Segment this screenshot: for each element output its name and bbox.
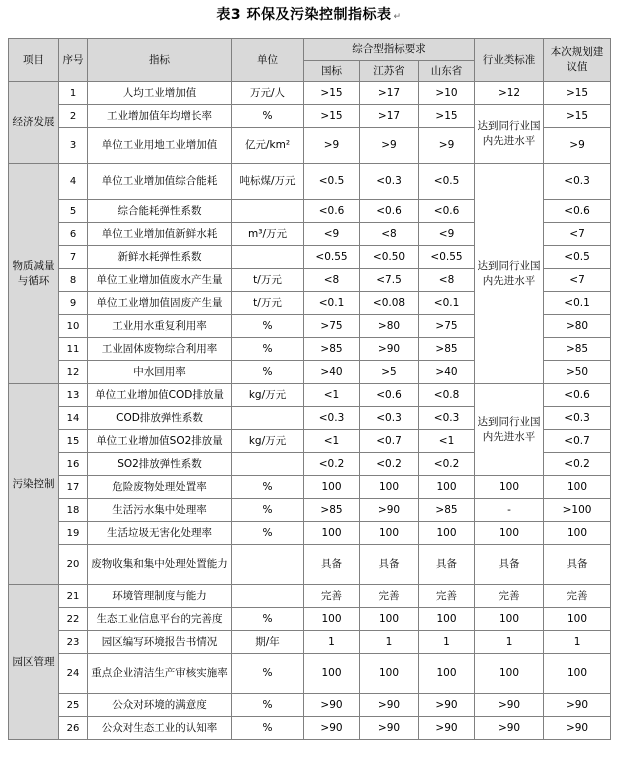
cell-shandong: >15 bbox=[419, 105, 475, 128]
cell-jiangsu: <0.08 bbox=[360, 292, 419, 315]
header-industry: 行业类标准 bbox=[475, 39, 544, 82]
cell-jiangsu: 100 bbox=[360, 608, 419, 631]
cell-shandong: <9 bbox=[419, 223, 475, 246]
cell-jiangsu: <8 bbox=[360, 223, 419, 246]
cell-jiangsu: 1 bbox=[360, 631, 419, 654]
cell-indicator: 工业增加值年均增长率 bbox=[88, 105, 232, 128]
cell-no: 23 bbox=[59, 631, 88, 654]
cell-shandong: 100 bbox=[419, 654, 475, 694]
cell-shandong: >40 bbox=[419, 361, 475, 384]
cell-industry: 完善 bbox=[475, 585, 544, 608]
cell-no: 7 bbox=[59, 246, 88, 269]
return-mark-icon: ↵ bbox=[393, 12, 402, 22]
cell-national: <0.1 bbox=[304, 292, 360, 315]
cell-no: 10 bbox=[59, 315, 88, 338]
cell-indicator: 单位工业增加值废水产生量 bbox=[88, 269, 232, 292]
cell-national: >15 bbox=[304, 105, 360, 128]
cell-plan: >50 bbox=[544, 361, 611, 384]
cell-industry: >12 bbox=[475, 82, 544, 105]
cell-no: 9 bbox=[59, 292, 88, 315]
cell-unit bbox=[232, 545, 304, 585]
cell-national: <9 bbox=[304, 223, 360, 246]
cell-unit bbox=[232, 407, 304, 430]
cell-unit: kg/万元 bbox=[232, 384, 304, 407]
cell-jiangsu: <0.6 bbox=[360, 200, 419, 223]
cell-industry: 1 bbox=[475, 631, 544, 654]
cell-shandong: 具备 bbox=[419, 545, 475, 585]
cell-no: 8 bbox=[59, 269, 88, 292]
cell-jiangsu: >90 bbox=[360, 338, 419, 361]
table-row bbox=[9, 717, 611, 740]
cell-no: 19 bbox=[59, 522, 88, 545]
cell-plan: >9 bbox=[544, 128, 611, 164]
cell-plan: <7 bbox=[544, 269, 611, 292]
cell-no: 20 bbox=[59, 545, 88, 585]
cell-jiangsu: <0.3 bbox=[360, 407, 419, 430]
table-title-text: 表3 环保及污染控制指标表 bbox=[216, 7, 392, 23]
table-row bbox=[9, 585, 611, 608]
cell-indicator: 公众对环境的满意度 bbox=[88, 694, 232, 717]
cell-no: 14 bbox=[59, 407, 88, 430]
cell-jiangsu: 具备 bbox=[360, 545, 419, 585]
cell-no: 11 bbox=[59, 338, 88, 361]
header-indicator: 指标 bbox=[88, 39, 232, 82]
cell-plan: <0.3 bbox=[544, 164, 611, 200]
cell-national: <1 bbox=[304, 430, 360, 453]
cell-plan: >90 bbox=[544, 694, 611, 717]
cell-plan: <0.5 bbox=[544, 246, 611, 269]
cell-national: <0.3 bbox=[304, 407, 360, 430]
cell-jiangsu: >17 bbox=[360, 105, 419, 128]
cell-shandong: >9 bbox=[419, 128, 475, 164]
cell-shandong: >90 bbox=[419, 717, 475, 740]
cell-no: 18 bbox=[59, 499, 88, 522]
cell-plan: <0.3 bbox=[544, 407, 611, 430]
cell-shandong: >90 bbox=[419, 694, 475, 717]
cell-jiangsu: 完善 bbox=[360, 585, 419, 608]
cell-jiangsu: <0.2 bbox=[360, 453, 419, 476]
header-item: 项目 bbox=[9, 39, 59, 82]
cell-shandong: <0.6 bbox=[419, 200, 475, 223]
cell-national: <0.2 bbox=[304, 453, 360, 476]
table-row bbox=[9, 476, 611, 499]
cell-unit: % bbox=[232, 361, 304, 384]
cell-jiangsu: >17 bbox=[360, 82, 419, 105]
cell-national: <8 bbox=[304, 269, 360, 292]
cell-unit: % bbox=[232, 499, 304, 522]
cell-jiangsu: 100 bbox=[360, 476, 419, 499]
cell-indicator: 环境管理制度与能力 bbox=[88, 585, 232, 608]
cell-unit: % bbox=[232, 608, 304, 631]
cell-indicator: 公众对生态工业的认知率 bbox=[88, 717, 232, 740]
cell-plan: >15 bbox=[544, 105, 611, 128]
header-national: 国标 bbox=[304, 61, 360, 82]
cell-unit bbox=[232, 585, 304, 608]
table-row bbox=[9, 105, 611, 128]
cell-national: >9 bbox=[304, 128, 360, 164]
cell-indicator: 单位工业用地工业增加值 bbox=[88, 128, 232, 164]
cell-plan: >15 bbox=[544, 82, 611, 105]
cell-unit: kg/万元 bbox=[232, 430, 304, 453]
cell-indicator: 单位工业增加值COD排放量 bbox=[88, 384, 232, 407]
cell-plan: <7 bbox=[544, 223, 611, 246]
cell-national: >75 bbox=[304, 315, 360, 338]
cell-industry: 100 bbox=[475, 654, 544, 694]
cell-industry: 100 bbox=[475, 476, 544, 499]
cell-industry: - bbox=[475, 499, 544, 522]
cell-plan: <0.1 bbox=[544, 292, 611, 315]
cell-plan: <0.2 bbox=[544, 453, 611, 476]
cell-jiangsu: <0.7 bbox=[360, 430, 419, 453]
cell-shandong: <1 bbox=[419, 430, 475, 453]
cell-unit: t/万元 bbox=[232, 292, 304, 315]
cell-unit bbox=[232, 246, 304, 269]
cell-plan: 1 bbox=[544, 631, 611, 654]
cell-industry: >90 bbox=[475, 694, 544, 717]
cell-shandong: <0.55 bbox=[419, 246, 475, 269]
cell-no: 4 bbox=[59, 164, 88, 200]
cell-shandong: 完善 bbox=[419, 585, 475, 608]
cell-plan: >85 bbox=[544, 338, 611, 361]
cell-no: 13 bbox=[59, 384, 88, 407]
cell-jiangsu: >80 bbox=[360, 315, 419, 338]
cell-national: 100 bbox=[304, 608, 360, 631]
cell-shandong: <0.1 bbox=[419, 292, 475, 315]
cell-industry: 100 bbox=[475, 608, 544, 631]
cell-no: 15 bbox=[59, 430, 88, 453]
cell-indicator: 生活污水集中处理率 bbox=[88, 499, 232, 522]
cell-no: 16 bbox=[59, 453, 88, 476]
cell-shandong: 100 bbox=[419, 608, 475, 631]
table-title bbox=[0, 4, 618, 24]
cell-no: 17 bbox=[59, 476, 88, 499]
cell-unit: % bbox=[232, 654, 304, 694]
cell-industry: 100 bbox=[475, 522, 544, 545]
cell-shandong: >75 bbox=[419, 315, 475, 338]
cell-national: 具备 bbox=[304, 545, 360, 585]
cell-shandong: <0.5 bbox=[419, 164, 475, 200]
cell-national: 100 bbox=[304, 476, 360, 499]
table-row bbox=[9, 694, 611, 717]
cell-jiangsu: >90 bbox=[360, 499, 419, 522]
cell-shandong: <8 bbox=[419, 269, 475, 292]
cell-unit: 期/年 bbox=[232, 631, 304, 654]
cell-national: <0.6 bbox=[304, 200, 360, 223]
cell-plan: 100 bbox=[544, 608, 611, 631]
cell-no: 22 bbox=[59, 608, 88, 631]
cell-shandong: 1 bbox=[419, 631, 475, 654]
cell-national: >15 bbox=[304, 82, 360, 105]
table-row bbox=[9, 384, 611, 407]
cell-indicator: 人均工业增加值 bbox=[88, 82, 232, 105]
cell-shandong: <0.2 bbox=[419, 453, 475, 476]
cell-jiangsu: <7.5 bbox=[360, 269, 419, 292]
cell-indicator: 重点企业清洁生产审核实施率 bbox=[88, 654, 232, 694]
cell-unit: t/万元 bbox=[232, 269, 304, 292]
cell-shandong: >85 bbox=[419, 499, 475, 522]
cell-national: 完善 bbox=[304, 585, 360, 608]
cell-industry-merged: 达到同行业国内先进水平 bbox=[475, 384, 544, 476]
header-shandong: 山东省 bbox=[419, 61, 475, 82]
cell-national: <1 bbox=[304, 384, 360, 407]
cell-indicator: 废物收集和集中处理处置能力 bbox=[88, 545, 232, 585]
cell-no: 2 bbox=[59, 105, 88, 128]
cell-industry-merged: 达到同行业国内先进水平 bbox=[475, 164, 544, 384]
cell-shandong: >85 bbox=[419, 338, 475, 361]
cell-national: >90 bbox=[304, 717, 360, 740]
cell-national: >90 bbox=[304, 694, 360, 717]
cell-national: 1 bbox=[304, 631, 360, 654]
indicator-table bbox=[8, 38, 611, 740]
table-row bbox=[9, 82, 611, 105]
cell-shandong: 100 bbox=[419, 522, 475, 545]
cell-unit: % bbox=[232, 315, 304, 338]
cell-indicator: 危险废物处理处置率 bbox=[88, 476, 232, 499]
cell-shandong: 100 bbox=[419, 476, 475, 499]
table-row bbox=[9, 164, 611, 200]
table-row bbox=[9, 522, 611, 545]
cell-unit: % bbox=[232, 476, 304, 499]
cell-unit: 亿元/km² bbox=[232, 128, 304, 164]
cell-indicator: 单位工业增加值SO2排放量 bbox=[88, 430, 232, 453]
cell-jiangsu: >9 bbox=[360, 128, 419, 164]
cell-plan: >90 bbox=[544, 717, 611, 740]
cell-unit bbox=[232, 200, 304, 223]
cell-plan: 100 bbox=[544, 476, 611, 499]
cell-jiangsu: <0.6 bbox=[360, 384, 419, 407]
table-row bbox=[9, 499, 611, 522]
cell-plan: 100 bbox=[544, 654, 611, 694]
cell-unit: m³/万元 bbox=[232, 223, 304, 246]
table-row bbox=[9, 631, 611, 654]
cell-indicator: COD排放弹性系数 bbox=[88, 407, 232, 430]
cell-no: 25 bbox=[59, 694, 88, 717]
category-park: 园区管理 bbox=[9, 585, 59, 740]
cell-unit: % bbox=[232, 717, 304, 740]
header-jiangsu: 江苏省 bbox=[360, 61, 419, 82]
cell-plan: <0.7 bbox=[544, 430, 611, 453]
cell-no: 26 bbox=[59, 717, 88, 740]
cell-national: 100 bbox=[304, 522, 360, 545]
cell-indicator: 单位工业增加值综合能耗 bbox=[88, 164, 232, 200]
cell-indicator: SO2排放弹性系数 bbox=[88, 453, 232, 476]
table-row bbox=[9, 608, 611, 631]
cell-shandong: <0.8 bbox=[419, 384, 475, 407]
cell-national: <0.55 bbox=[304, 246, 360, 269]
cell-no: 6 bbox=[59, 223, 88, 246]
cell-no: 3 bbox=[59, 128, 88, 164]
cell-plan: <0.6 bbox=[544, 384, 611, 407]
cell-no: 24 bbox=[59, 654, 88, 694]
cell-no: 1 bbox=[59, 82, 88, 105]
cell-no: 12 bbox=[59, 361, 88, 384]
header-seq: 序号 bbox=[59, 39, 88, 82]
category-material: 物质减量与循环 bbox=[9, 164, 59, 384]
cell-jiangsu: >90 bbox=[360, 694, 419, 717]
cell-national: 100 bbox=[304, 654, 360, 694]
cell-national: <0.5 bbox=[304, 164, 360, 200]
cell-unit: % bbox=[232, 105, 304, 128]
cell-plan: <0.6 bbox=[544, 200, 611, 223]
cell-jiangsu: >5 bbox=[360, 361, 419, 384]
cell-plan: 具备 bbox=[544, 545, 611, 585]
cell-jiangsu: >90 bbox=[360, 717, 419, 740]
cell-indicator: 新鲜水耗弹性系数 bbox=[88, 246, 232, 269]
cell-unit: % bbox=[232, 338, 304, 361]
cell-industry-merged: 达到同行业国内先进水平 bbox=[475, 105, 544, 164]
cell-indicator: 综合能耗弹性系数 bbox=[88, 200, 232, 223]
cell-industry: 具备 bbox=[475, 545, 544, 585]
cell-no: 21 bbox=[59, 585, 88, 608]
cell-jiangsu: 100 bbox=[360, 654, 419, 694]
cell-jiangsu: <0.3 bbox=[360, 164, 419, 200]
header-plan: 本次规划建议值 bbox=[544, 39, 611, 82]
cell-national: >85 bbox=[304, 338, 360, 361]
cell-shandong: >10 bbox=[419, 82, 475, 105]
cell-indicator: 工业固体废物综合利用率 bbox=[88, 338, 232, 361]
cell-unit: % bbox=[232, 694, 304, 717]
cell-jiangsu: <0.50 bbox=[360, 246, 419, 269]
cell-national: >40 bbox=[304, 361, 360, 384]
cell-plan: 100 bbox=[544, 522, 611, 545]
header-composite: 综合型指标要求 bbox=[304, 39, 475, 61]
cell-indicator: 生活垃圾无害化处理率 bbox=[88, 522, 232, 545]
table-row bbox=[9, 654, 611, 694]
cell-indicator: 单位工业增加值固废产生量 bbox=[88, 292, 232, 315]
cell-no: 5 bbox=[59, 200, 88, 223]
cell-indicator: 工业用水重复利用率 bbox=[88, 315, 232, 338]
cell-industry: >90 bbox=[475, 717, 544, 740]
category-pollution: 污染控制 bbox=[9, 384, 59, 585]
cell-plan: >100 bbox=[544, 499, 611, 522]
cell-shandong: <0.3 bbox=[419, 407, 475, 430]
cell-unit: % bbox=[232, 522, 304, 545]
cell-jiangsu: 100 bbox=[360, 522, 419, 545]
cell-indicator: 生态工业信息平台的完善度 bbox=[88, 608, 232, 631]
table-row bbox=[9, 545, 611, 585]
cell-indicator: 园区编写环境报告书情况 bbox=[88, 631, 232, 654]
cell-plan: >80 bbox=[544, 315, 611, 338]
cell-indicator: 中水回用率 bbox=[88, 361, 232, 384]
cell-national: >85 bbox=[304, 499, 360, 522]
cell-unit: 万元/人 bbox=[232, 82, 304, 105]
cell-indicator: 单位工业增加值新鲜水耗 bbox=[88, 223, 232, 246]
cell-unit bbox=[232, 453, 304, 476]
category-economy: 经济发展 bbox=[9, 82, 59, 164]
header-unit: 单位 bbox=[232, 39, 304, 82]
cell-unit: 吨标煤/万元 bbox=[232, 164, 304, 200]
cell-plan: 完善 bbox=[544, 585, 611, 608]
